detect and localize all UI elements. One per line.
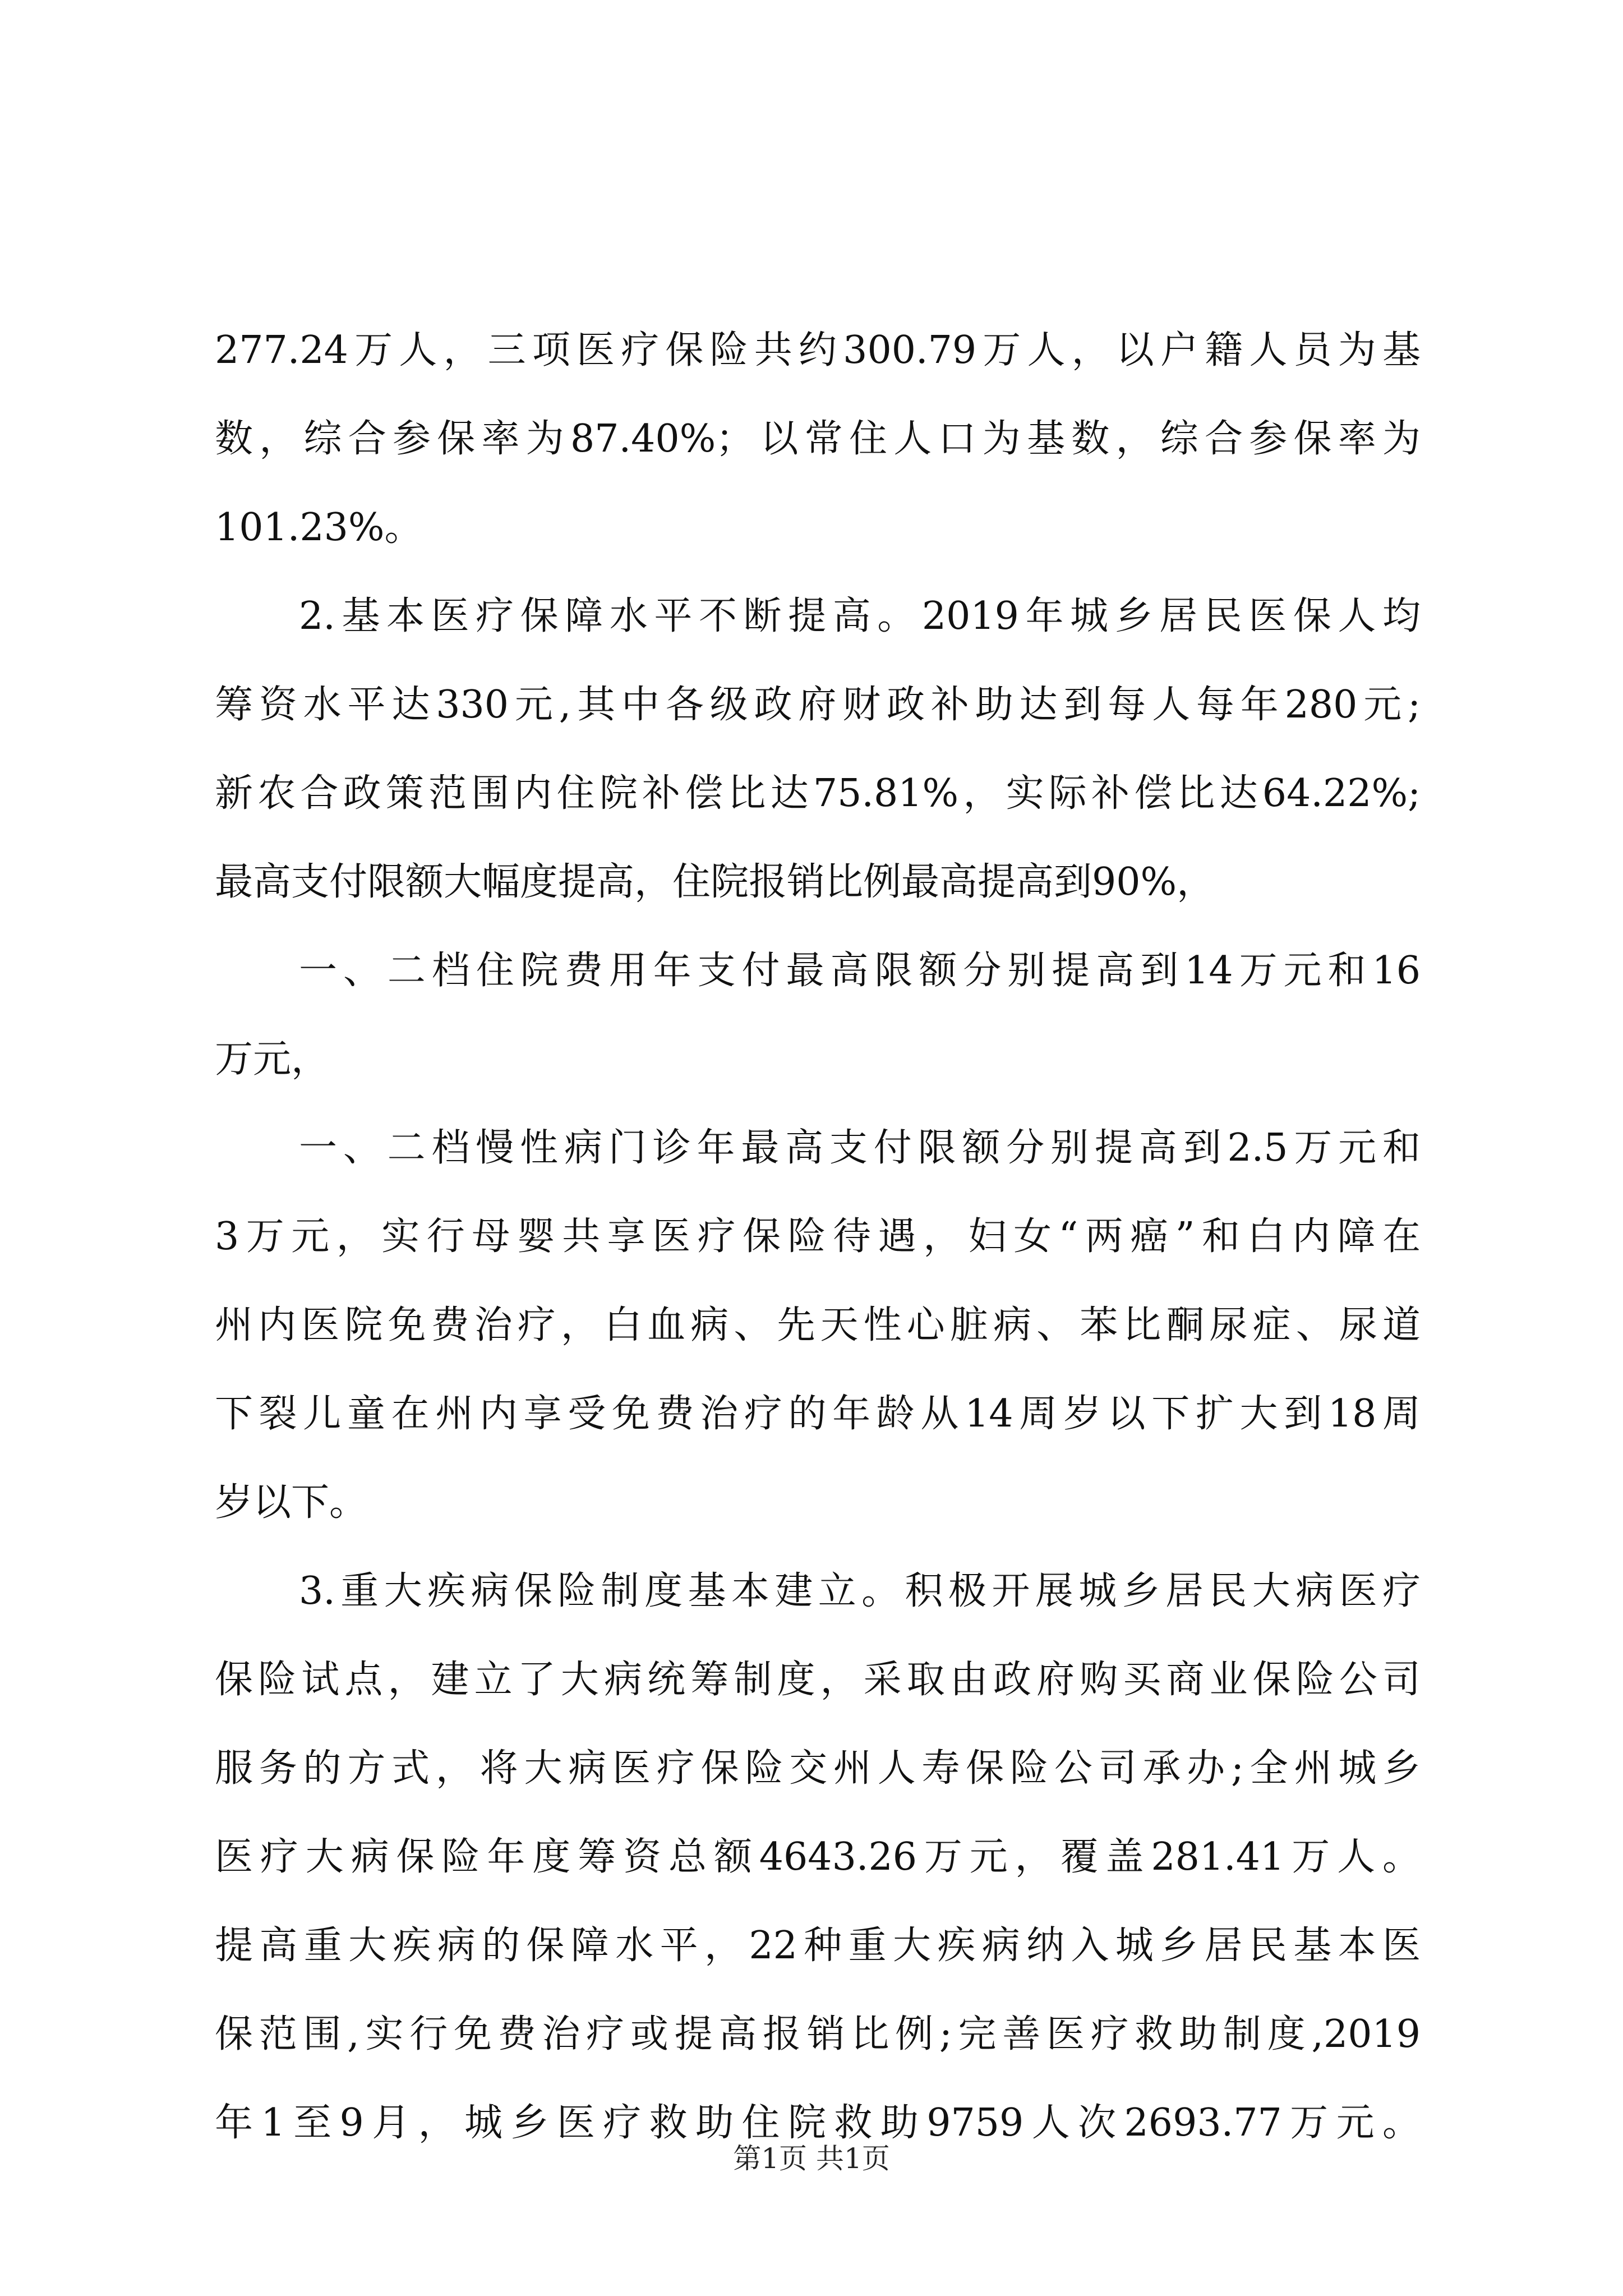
- text-line: 年1至9月，城乡医疗救助住院救助9759人次2693.77万元。: [215, 2101, 1421, 2145]
- text-line: 101.23%。: [215, 505, 423, 550]
- text-line: 一、二档慢性病门诊年最高支付限额分别提高到2.5万元和: [299, 1126, 1421, 1170]
- text-line: 数，综合参保率为87.40%；以常住人口为基数，综合参保率为: [215, 417, 1421, 461]
- text-line: 保险试点，建立了大病统筹制度，采取由政府购买商业保险公司: [215, 1658, 1421, 1702]
- paragraph-heading-line: 2.基本医疗保障水平不断提高。2019年城乡居民医保人均: [299, 594, 1421, 638]
- text-line: 新农合政策范围内住院补偿比达75.81%，实际补偿比达64.22%;: [215, 771, 1421, 816]
- document-body: [215, 306, 1421, 2168]
- text-line: 保范围,实行免费治疗或提高报销比例;完善医疗救助制度,2019: [215, 2012, 1421, 2056]
- text-line: 277.24万人，三项医疗保险共约300.79万人，以户籍人员为基: [215, 328, 1421, 372]
- page-number-label: 第1页 共1页: [733, 2142, 890, 2175]
- text-line: 万元，: [215, 1037, 330, 1082]
- text-line: 州内医院免费治疗，白血病、先天性心脏病、苯比酮尿症、尿道: [215, 1303, 1421, 1347]
- text-line: 岁以下。: [215, 1480, 368, 1525]
- page-footer: [0, 2142, 1623, 2175]
- text-line: 服务的方式，将大病医疗保险交州人寿保险公司承办;全州城乡: [215, 1746, 1421, 1791]
- text-line: 医疗大病保险年度筹资总额4643.26万元，覆盖281.41万人。: [215, 1835, 1421, 1879]
- paragraph-heading-line: 3.重大疾病保险制度基本建立。积极开展城乡居民大病医疗: [299, 1569, 1421, 1613]
- text-line: 最高支付限额大幅度提高，住院报销比例最高提高到90%，: [215, 860, 1215, 904]
- text-line: 提高重大疾病的保障水平，22种重大疾病纳入城乡居民基本医: [215, 1924, 1421, 1968]
- text-line: 筹资水平达330元,其中各级政府财政补助达到每人每年280元;: [215, 683, 1421, 727]
- text-line: 3万元，实行母婴共享医疗保险待遇，妇女“两癌”和白内障在: [215, 1214, 1421, 1259]
- text-line: 一、二档住院费用年支付最高限额分别提高到14万元和16: [299, 949, 1421, 993]
- text-line: 下裂儿童在州内享受免费治疗的年龄从14周岁以下扩大到18周: [215, 1392, 1421, 1436]
